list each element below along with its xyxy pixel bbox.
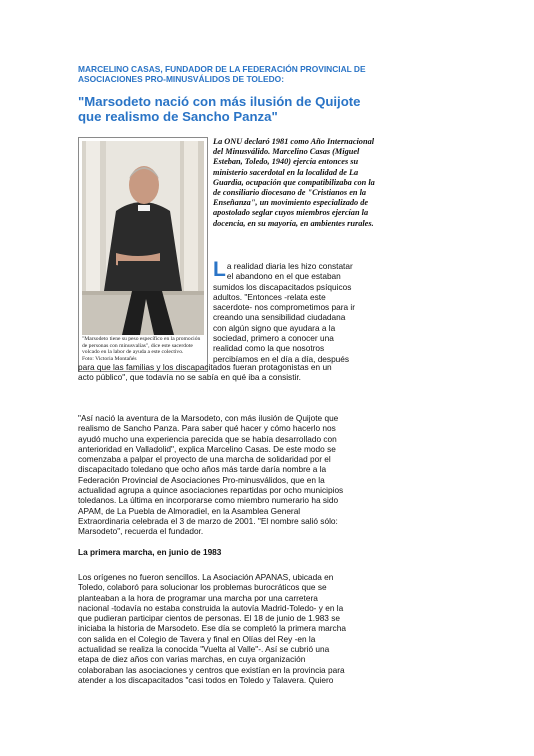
text-line: sacerdote- nos comprometimos para ir	[213, 302, 356, 313]
text-line: Extraordinaria celebrada el 3 de marzo de 2001. "El nombre salió sólo:	[78, 515, 338, 526]
text-line: actualidad agrupa a quince asociaciones repartidas por ocho municipios	[78, 485, 344, 496]
text-line: con algún signo que ayudara a la	[213, 322, 336, 333]
text-line: "Así nació la aventura de la Marsodeto, con más ilusión de Quijote que	[78, 413, 339, 423]
text-line: para que las familias y los discapacitados fueran protagonistas en un	[78, 362, 332, 372]
text-line: sociedad, primero a conocer una	[213, 333, 334, 344]
text-line: Toledo, colaboró para solucionar los problemas burocráticos que se	[78, 582, 327, 593]
paragraph-1-continued	[78, 362, 383, 383]
text-line: discapacitado toledano que ocho años más tarde daría nombre a la	[78, 464, 327, 475]
text-line: sumidos los discapacitados psíquicos	[213, 281, 352, 292]
text-line: Los orígenes no fueron sencillos. La Asociación APANAS, ubicada en	[78, 572, 334, 582]
text-line: realismo de Sancho Panza. Para saber qué hacer y cómo hacerlo nos	[78, 423, 336, 434]
drop-cap: L	[213, 258, 226, 281]
text-line: atender a los discapacitados "casi todos en Toledo y Talavera. Quiero	[78, 674, 334, 685]
priest-photo	[82, 141, 204, 335]
text-line: anterioridad en Valladolid", explica Marcelino Casas. De este modo se	[78, 443, 336, 454]
photo-credit: Foto: Victoria Montañés	[82, 355, 137, 362]
photo-figure	[78, 137, 208, 372]
article-intro: La ONU declaró 1981 como Año Internacional del Minusválido. Marcelino Casas (Miguel Esteban, Toledo, 1940) ejercía entonces su ministerio sacerdotal en la localidad de La Guardia, ocupación que compatibilizaba con la de consiliario diocesano de "Cristianos en la Enseñanza", un movimiento especializado de apostolado seglar cuyos miembros ejercían la docencia, en su mayoría, en ambientes rurales.	[213, 137, 375, 228]
text-line: acto público", que todavía no se sabía en qué iba a consistir.	[78, 372, 301, 383]
section-subheading: La primera marcha, en junio de 1983	[78, 547, 222, 557]
photo-caption	[82, 336, 206, 362]
paragraph-2	[78, 413, 383, 537]
paragraph-1-wrapped	[213, 258, 375, 364]
text-line: ayudó mucho una experiencia parecida que se había desarrollado con	[78, 433, 337, 444]
caption-text: "Marsodeto tiene su peso específico en la promoción de personas con minusvalías", dice este sacerdote volcado en la labor de ayuda a este colectivo.	[82, 336, 201, 356]
text-line: realidad como la que nosotros	[213, 343, 325, 354]
text-line: etapa de diez años con varias marchas, en cuya organización	[78, 654, 306, 665]
text-line: toledanos. La última en incorporarse como miembro numerario ha sido	[78, 495, 339, 506]
article-headline: "Marsodeto nació con más ilusión de Quijote que realismo de Sancho Panza"	[78, 94, 361, 125]
text-line: creando una sensibilidad ciudadana	[213, 312, 346, 323]
text-line: planteaban a la hora de programar una marcha por una carretera	[78, 592, 318, 603]
text-line: comenzaba a palpar el proyecto de una marcha de solidaridad por el	[78, 454, 331, 465]
text-line: a realidad diaria les hizo constatar	[226, 261, 353, 271]
text-line: el abandono en el que estaban	[226, 271, 341, 282]
text-line: colaboraban las asociaciones y centros que existían en la provincia para	[78, 664, 345, 675]
text-line: actualidad se realiza la conocida "Vuelta al Valle"-. Así se cubrió una	[78, 644, 330, 655]
text-line: Federación Provincial de Asociaciones Pro-minusválidos, que en la	[78, 474, 325, 485]
text-line: iniciaba la historia de Marsodeto. Ese día se completó la primera marcha	[78, 623, 346, 634]
article-kicker: MARCELINO CASAS, FUNDADOR DE LA FEDERACIÓN PROVINCIAL DE ASOCIACIONES PRO-MINUSVÁLIDOS DE TOLEDO:	[78, 64, 366, 85]
text-line: adultos. "Entonces -relata este	[213, 291, 326, 302]
text-line: percibíamos en el día a día, después	[213, 353, 350, 364]
paragraph-3	[78, 572, 383, 685]
text-line: nacional -todavía no estaba construida la autovía Madrid-Toledo- y en la	[78, 602, 344, 613]
text-line: Marsodeto", recuerda el fundador.	[78, 526, 204, 537]
text-line: APAM, de La Puebla de Almoradiel, en la Asamblea General	[78, 505, 301, 516]
text-line: que pudieran participar cientos de personas. El 18 de junio de 1.983 se	[78, 613, 340, 624]
text-line: con salida en el Colegio de Tavera y final en Olías del Rey -en la	[78, 633, 316, 644]
